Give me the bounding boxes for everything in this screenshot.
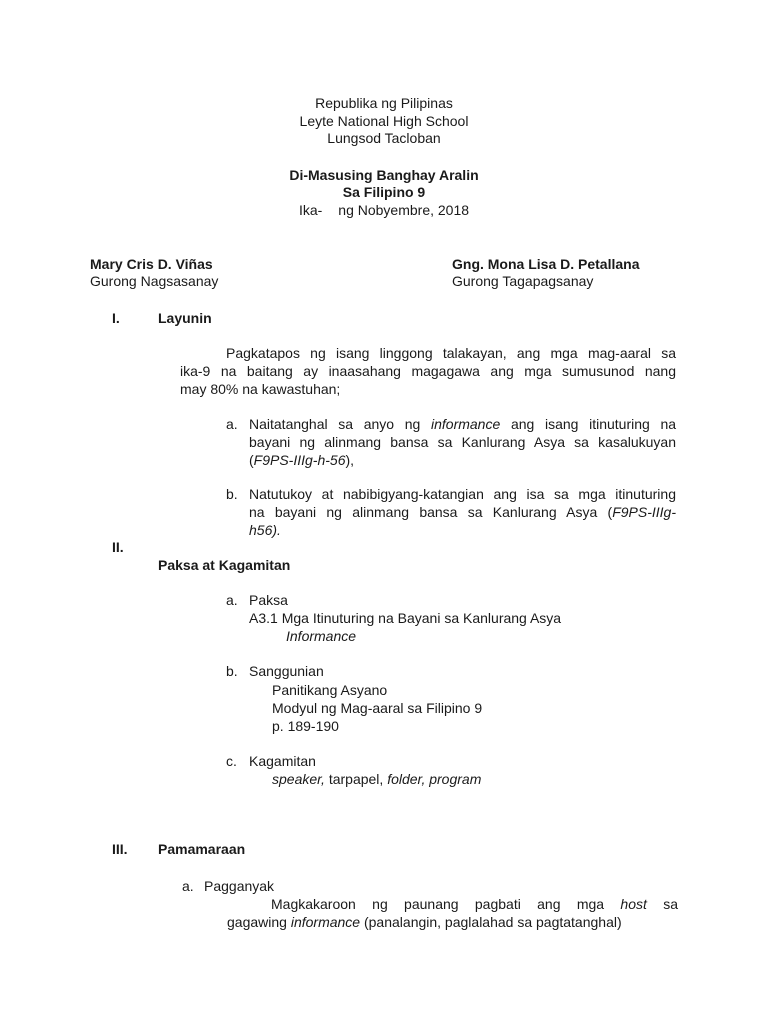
materials-italic-1: speaker, xyxy=(272,771,325,787)
student-teacher-role: Gurong Nagsasanay xyxy=(90,273,219,289)
motivation-line-1 xyxy=(227,895,678,913)
objective-a-line-2: bayani ng alinmang bansa sa Kanlurang Asya sa kasalukuyan xyxy=(249,434,676,450)
header-school: Leyte National High School xyxy=(299,113,469,129)
objective-b-code-part2: h56). xyxy=(249,522,281,538)
cooperating-teacher-name: Gng. Mona Lisa D. Petallana xyxy=(452,256,640,272)
section-3-title: Pamamaraan xyxy=(158,841,246,857)
header-city: Lungsod Tacloban xyxy=(327,130,441,146)
motivation-marker: a. xyxy=(182,878,194,894)
section-3-numeral: III. xyxy=(112,841,128,857)
motivation-l1-post: sa xyxy=(663,896,679,912)
reference-label: Sanggunian xyxy=(249,663,324,679)
motivation-l2-post: (panalangin, paglalahad sa pagtatanghal) xyxy=(363,914,622,930)
intro-line-3: may 80% na kawastuhan; xyxy=(180,381,341,397)
objective-a-l1-pre: Naitatanghal sa anyo ng xyxy=(249,416,421,432)
reference-line-1: Panitikang Asyano xyxy=(272,682,388,698)
motivation-label: Pagganyak xyxy=(204,878,275,894)
document-subtitle: Sa Filipino 9 xyxy=(342,184,426,200)
objective-b-l2-pre: na bayani ng alinmang bansa sa Kanlurang Asya ( xyxy=(249,504,613,520)
section-2-title: Paksa at Kagamitan xyxy=(158,557,291,573)
objective-a-marker: a. xyxy=(226,416,238,432)
objective-b-marker: b. xyxy=(226,486,238,502)
intro-line-1: Pagkatapos ng isang linggong talakayan, ang mga mag-aaral sa xyxy=(226,345,676,361)
section-1-title: Layunin xyxy=(158,310,212,326)
date-rest: ng Nobyembre, 2018 xyxy=(338,202,470,218)
reference-line-3: p. 189-190 xyxy=(272,718,339,734)
materials-italic-2: folder, program xyxy=(387,771,482,787)
objective-b xyxy=(249,485,676,539)
objective-b-line-1: Natutukoy at nabibigyang-katangian ang isa sa mga itinuturing xyxy=(249,486,676,502)
topic-line-1: A3.1 Mga Itinuturing na Bayani sa Kanlurang Asya xyxy=(249,610,562,626)
cooperating-teacher-role: Gurong Tagapagsanay xyxy=(452,273,594,289)
section-2-numeral: II. xyxy=(112,539,124,555)
objective-a-l1-post: ang isang itinuturing na xyxy=(510,416,677,432)
materials-list xyxy=(272,770,481,788)
header-republic: Republika ng Pilipinas xyxy=(315,95,453,111)
document-title: Di-Masusing Banghay Aralin xyxy=(289,167,479,183)
objective-a-line-1 xyxy=(249,415,676,433)
motivation-l1-italic: host xyxy=(620,896,647,912)
objective-a-code: F9PS-IIIg-h-56 xyxy=(253,452,346,468)
materials-label: Kagamitan xyxy=(249,753,316,769)
reference-line-2: Modyul ng Mag-aaral sa Filipino 9 xyxy=(272,700,483,716)
motivation-line-2 xyxy=(227,913,678,931)
objective-b-line-2 xyxy=(249,503,676,521)
date-prefix: Ika- xyxy=(298,202,323,218)
topic-marker: a. xyxy=(226,592,238,608)
objective-a-l1-italic: informance xyxy=(431,416,501,432)
intro-line-2: ika-9 na baitang ay inaasahang magagawa ang mga sumusunod nang xyxy=(180,363,676,379)
objective-a-line-3 xyxy=(249,451,676,469)
motivation-body xyxy=(227,895,678,931)
topic-label: Paksa xyxy=(249,592,288,608)
motivation-l2-pre: gagawing xyxy=(227,914,287,930)
objective-a-l3-open: ( xyxy=(249,452,254,468)
reference-marker: b. xyxy=(226,663,238,679)
objectives-intro xyxy=(180,344,676,398)
objective-b-code-part1: F9PS-IIIg- xyxy=(612,504,676,520)
materials-plain: tarpapel, xyxy=(328,771,384,787)
section-1-numeral: I. xyxy=(112,310,120,326)
topic-line-2: Informance xyxy=(286,628,357,644)
motivation-l2-italic: informance xyxy=(290,914,361,930)
motivation-l1-pre: Magkakaroon ng paunang pagbati ang mga xyxy=(271,896,605,912)
objective-a-l3-close: ), xyxy=(345,452,355,468)
document-date xyxy=(0,201,768,219)
materials-marker: c. xyxy=(226,753,237,769)
student-teacher-name: Mary Cris D. Viñas xyxy=(90,256,213,272)
objective-a xyxy=(249,415,676,469)
